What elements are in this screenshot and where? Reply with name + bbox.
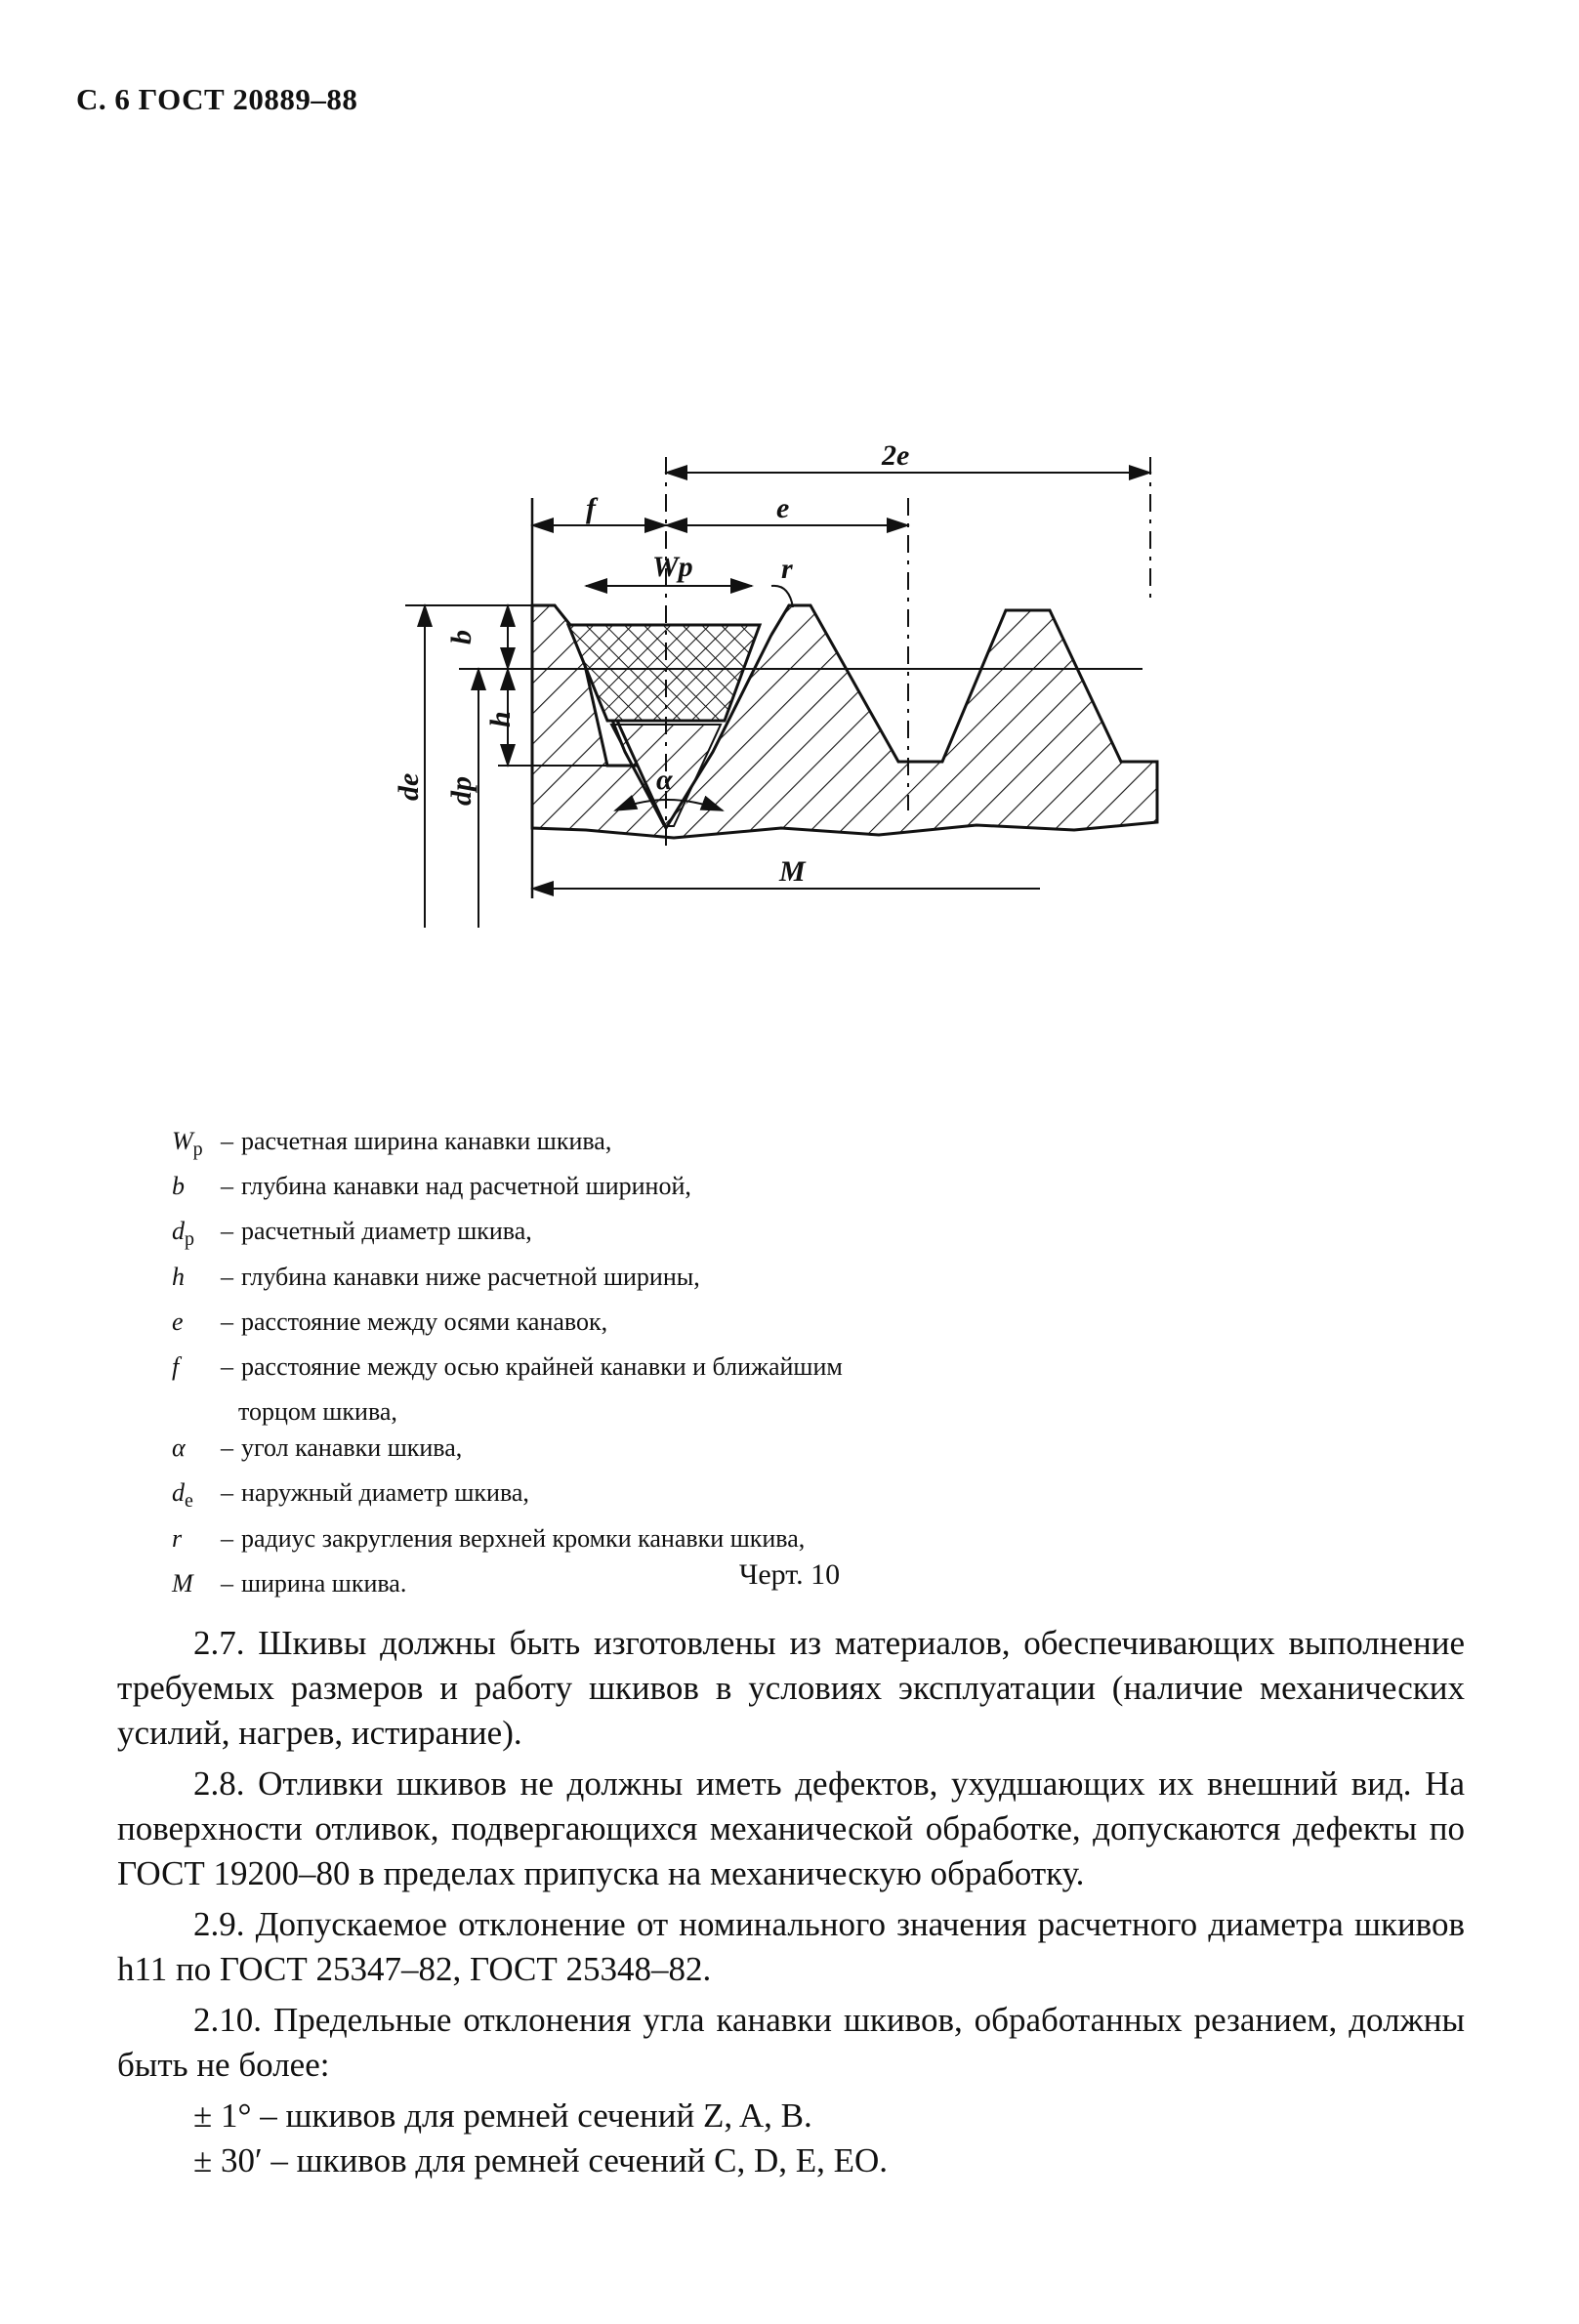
- paragraph-2-10: 2.10. Предельные отклонения угла канавки шкивов, обработанных резанием, должны быть не более:: [117, 2001, 1465, 2084]
- figure-caption: Черт. 10: [738, 1558, 841, 1591]
- tolerance-line: ± 1° – шкивов для ремней сечений Z, A, B.: [193, 2096, 812, 2135]
- legend-item: e – расстояние между осями канавок,: [172, 1307, 608, 1336]
- paragraph-2-8: 2.8. Отливки шкивов не должны иметь дефектов, ухудшающих их внешний вид. На поверхности отливок, подвергающихся механической обработке, допускаются дефекты по ГОСТ 19200–80 в пределах припуска на механическую обработку.: [117, 1764, 1465, 1892]
- legend-item: $d_е$ – наружный диаметр шкива,: [172, 1478, 529, 1513]
- label-h: h: [484, 711, 517, 727]
- label-e: e: [776, 492, 790, 524]
- legend-item: r – радиус закругления верхней кромки канавки шкива,: [172, 1523, 806, 1553]
- paragraph-2-7: 2.7. Шкивы должны быть изготовлены из материалов, обеспечивающих выполнение требуемых размеров и работу шкивов в условиях эксплуатации (наличие механических усилий, нагрев, истирание).: [117, 1624, 1465, 1752]
- tolerance-line: ± 30′ – шкивов для ремней сечений C, D, E, EO.: [193, 2141, 889, 2179]
- symbol-legend: [172, 1123, 1246, 1610]
- page-header: С. 6 ГОСТ 20889–88: [76, 82, 358, 116]
- belt-section: [568, 625, 760, 721]
- label-r: r: [781, 553, 793, 585]
- legend-item: α – угол канавки шкива,: [172, 1433, 463, 1463]
- label-de: de: [393, 772, 425, 801]
- legend-item-continuation: торцом шкива,: [238, 1397, 397, 1427]
- body-text: [117, 1621, 1465, 2183]
- legend-item: M – ширина шкива.: [172, 1568, 407, 1598]
- label-dp: dp: [445, 776, 478, 806]
- label-m: M: [779, 855, 806, 888]
- label-b: b: [445, 630, 478, 644]
- paragraph-2-9: 2.9. Допускаемое отклонение от номинального значения расчетного диаметра шкивов h11 по ГОСТ 25347–82, ГОСТ 25348–82.: [117, 1905, 1465, 1988]
- label-alpha: α: [656, 764, 673, 796]
- legend-item: $d_р$ – расчетный диаметр шкива,: [172, 1217, 532, 1251]
- label-2e: 2e: [882, 439, 910, 472]
- legend-item: $W_р$ – расчетная ширина канавки шкива,: [172, 1127, 612, 1161]
- label-wp: Wp: [652, 551, 693, 583]
- pulley-groove-drawing: [0, 0, 1579, 996]
- label-f: f: [586, 492, 596, 524]
- legend-item: b – глубина канавки над расчетной шириной,: [172, 1172, 691, 1201]
- legend-item: h – глубина канавки ниже рaсчетной ширины,: [172, 1262, 700, 1291]
- legend-item: f – расстояние между осью крайней канавки и ближайшим: [172, 1351, 843, 1381]
